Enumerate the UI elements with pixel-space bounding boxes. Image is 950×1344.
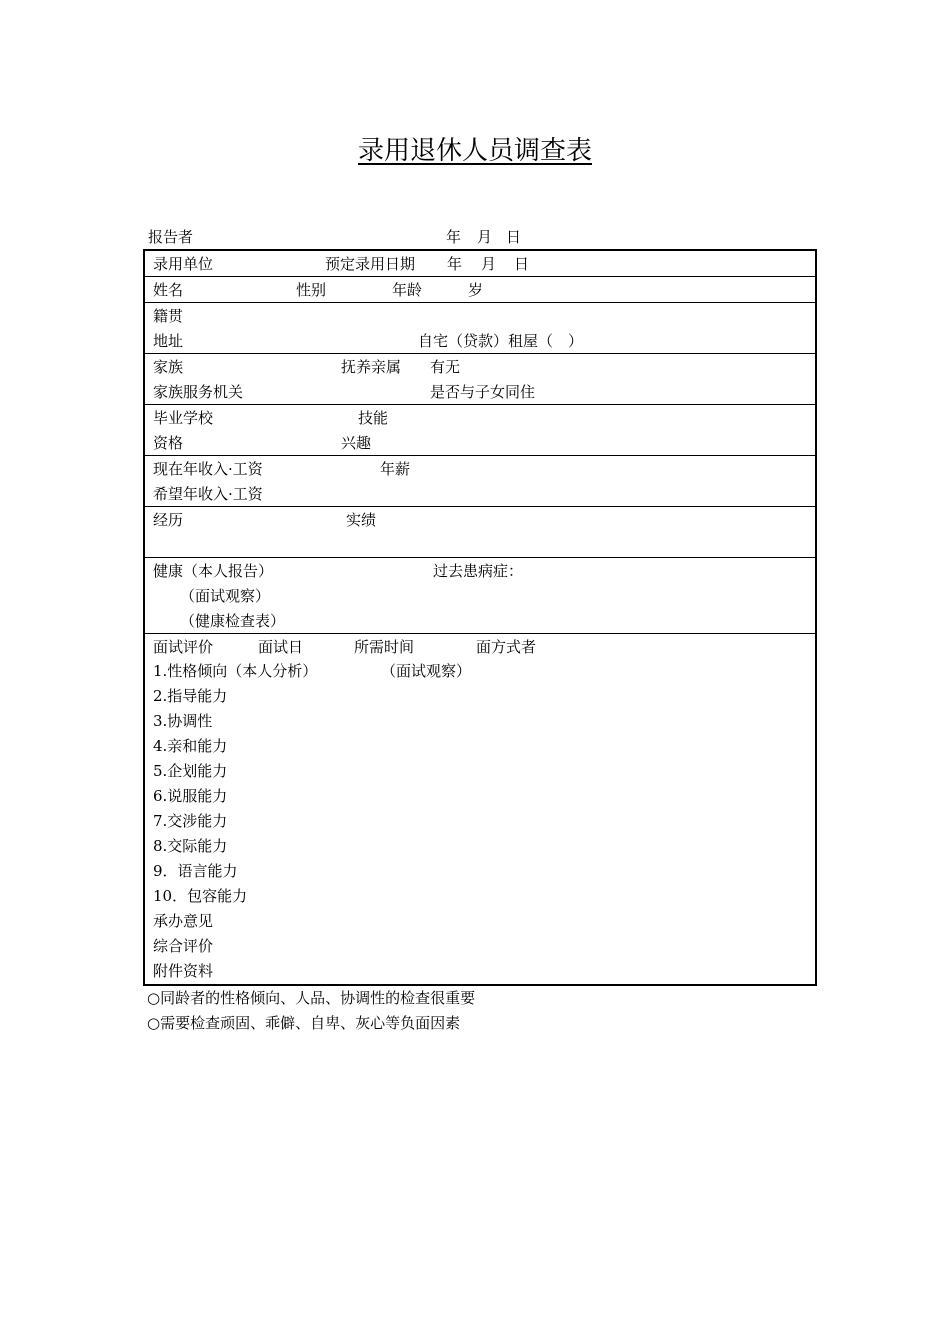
eval-item: 10．包容能力 — [153, 887, 248, 905]
age-unit-label: 岁 — [468, 281, 484, 299]
interviewer-label: 面方式者 — [476, 638, 537, 656]
eval-item: 5.企划能力 — [153, 762, 228, 780]
page-title: 录用退休人员调查表 — [357, 136, 592, 166]
interview-observe-label: （面试观察） — [381, 662, 472, 680]
annual-salary-label: 年薪 — [380, 460, 411, 478]
employer-label: 录用单位 — [153, 255, 214, 273]
past-illness-label: 过去患病症： — [433, 562, 524, 580]
row-divider — [145, 353, 815, 354]
eval-item: 7.交涉能力 — [153, 812, 228, 830]
interests-label: 兴趣 — [341, 434, 372, 452]
experience-label: 经历 — [153, 511, 184, 529]
eval-item: 6.说服能力 — [153, 787, 228, 805]
health-interview-label: （面试观察） — [180, 587, 271, 605]
has-or-not-label: 有无 — [430, 358, 461, 376]
eval-item: 1.性格倾向（本人分析） — [153, 662, 318, 680]
address-label: 地址 — [153, 332, 184, 350]
report-day-label: 日 — [506, 228, 522, 246]
row-divider — [145, 506, 815, 507]
interview-eval-label: 面试评价 — [153, 638, 214, 656]
planned-day-label: 日 — [514, 255, 530, 273]
attachments-label: 附件资料 — [153, 962, 214, 980]
row-divider — [145, 557, 815, 558]
gender-label: 性别 — [296, 281, 327, 299]
current-income-label: 现在年收入·工资 — [153, 460, 263, 478]
report-month-label: 月 — [477, 228, 493, 246]
eval-item: 9．语言能力 — [153, 862, 238, 880]
row-divider — [145, 455, 815, 456]
row-divider — [145, 302, 815, 303]
school-label: 毕业学校 — [153, 409, 214, 427]
name-label: 姓名 — [153, 281, 184, 299]
reporter-label: 报告者 — [148, 228, 194, 246]
age-label: 年龄 — [392, 281, 423, 299]
housing-label: 自宅（贷款）租屋（ ） — [418, 332, 584, 350]
planned-year-label: 年 — [447, 255, 463, 273]
eval-item: 4.亲和能力 — [153, 737, 228, 755]
eval-item: 8.交际能力 — [153, 837, 228, 855]
interview-date-label: 面试日 — [258, 638, 304, 656]
note-item: ○同龄者的性格倾向、人品、协调性的检查很重要 — [147, 989, 476, 1007]
qualification-label: 资格 — [153, 434, 184, 452]
dependents-label: 抚养亲属 — [341, 358, 402, 376]
row-divider — [145, 276, 815, 277]
row-divider — [145, 633, 815, 634]
planned-date-label: 预定录用日期 — [325, 255, 416, 273]
family-label: 家族 — [153, 358, 184, 376]
eval-item: 3.协调性 — [153, 712, 213, 730]
row-divider — [145, 404, 815, 405]
time-required-label: 所需时间 — [354, 638, 415, 656]
expected-income-label: 希望年收入·工资 — [153, 485, 263, 503]
native-place-label: 籍贯 — [153, 307, 184, 325]
opinion-label: 承办意见 — [153, 912, 214, 930]
family-employer-label: 家族服务机关 — [153, 383, 244, 401]
planned-month-label: 月 — [481, 255, 497, 273]
health-exam-label: （健康检查表） — [180, 612, 286, 630]
achievements-label: 实绩 — [346, 511, 377, 529]
skills-label: 技能 — [358, 409, 389, 427]
live-with-children-label: 是否与子女同住 — [430, 383, 536, 401]
overall-label: 综合评价 — [153, 937, 214, 955]
note-item: ○需要检查顽固、乖僻、自卑、灰心等负面因素 — [147, 1014, 461, 1032]
health-self-label: 健康（本人报告） — [153, 562, 274, 580]
report-year-label: 年 — [446, 228, 462, 246]
eval-item: 2.指导能力 — [153, 687, 228, 705]
